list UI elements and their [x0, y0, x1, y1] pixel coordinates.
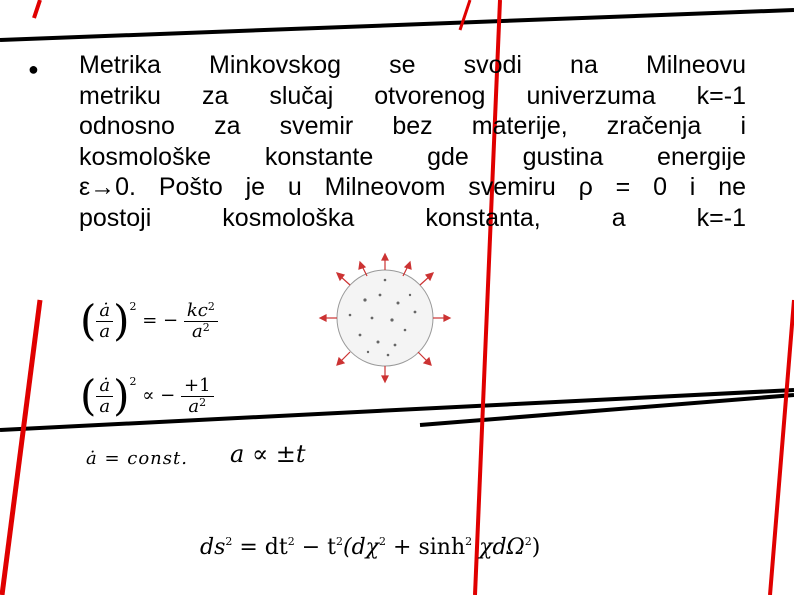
bullet-icon: ● [28, 59, 39, 79]
bullet-line-5: ε→0. Pošto je u Milneovom svemiru ρ = 0 i ne [79, 173, 746, 201]
bullet-line-6: postoji kosmološka konstanta, a k=-1 [79, 203, 746, 232]
constant-rate-equation: ȧ = const. [86, 448, 188, 469]
proportionality-equation: ( $\frac{ȧ}{a}$ )$^2$ ∝ − $\frac{+1}{a^2}$ [80, 375, 214, 417]
milne-metric-equation: $ds^2 = dt^2 - t^2(d\chi^2 + \sinh^2 \chi d\Omega^2)$ [200, 535, 541, 560]
red-line-center-short [460, 0, 470, 30]
bullet-line-4: kosmološke konstante gde gustina energije [79, 142, 746, 171]
scale-factor-equation: a ∝ ±t [230, 440, 306, 468]
red-line-right [770, 300, 794, 595]
bullet-paragraph [28, 50, 746, 233]
bullet-text [79, 50, 746, 233]
red-line-left-bottom [2, 300, 40, 595]
bullet-line-2: metriku za slučaj otvorenog univerzuma k=-1 [79, 81, 746, 110]
friedmann-equation: ( $\frac{ȧ}{a}$ )$^2$ = − $\frac{kc^2}{a^2}$ [80, 300, 218, 342]
bullet-line-1: Metrika Minkovskog se svodi na Milneovu [79, 51, 746, 79]
bullet-line-3: odnosno za svemir bez materije, zračenja i [79, 112, 746, 140]
red-line-left-top [34, 0, 40, 18]
dark-line-top [0, 10, 794, 40]
expanding-universe-illustration [320, 254, 450, 382]
